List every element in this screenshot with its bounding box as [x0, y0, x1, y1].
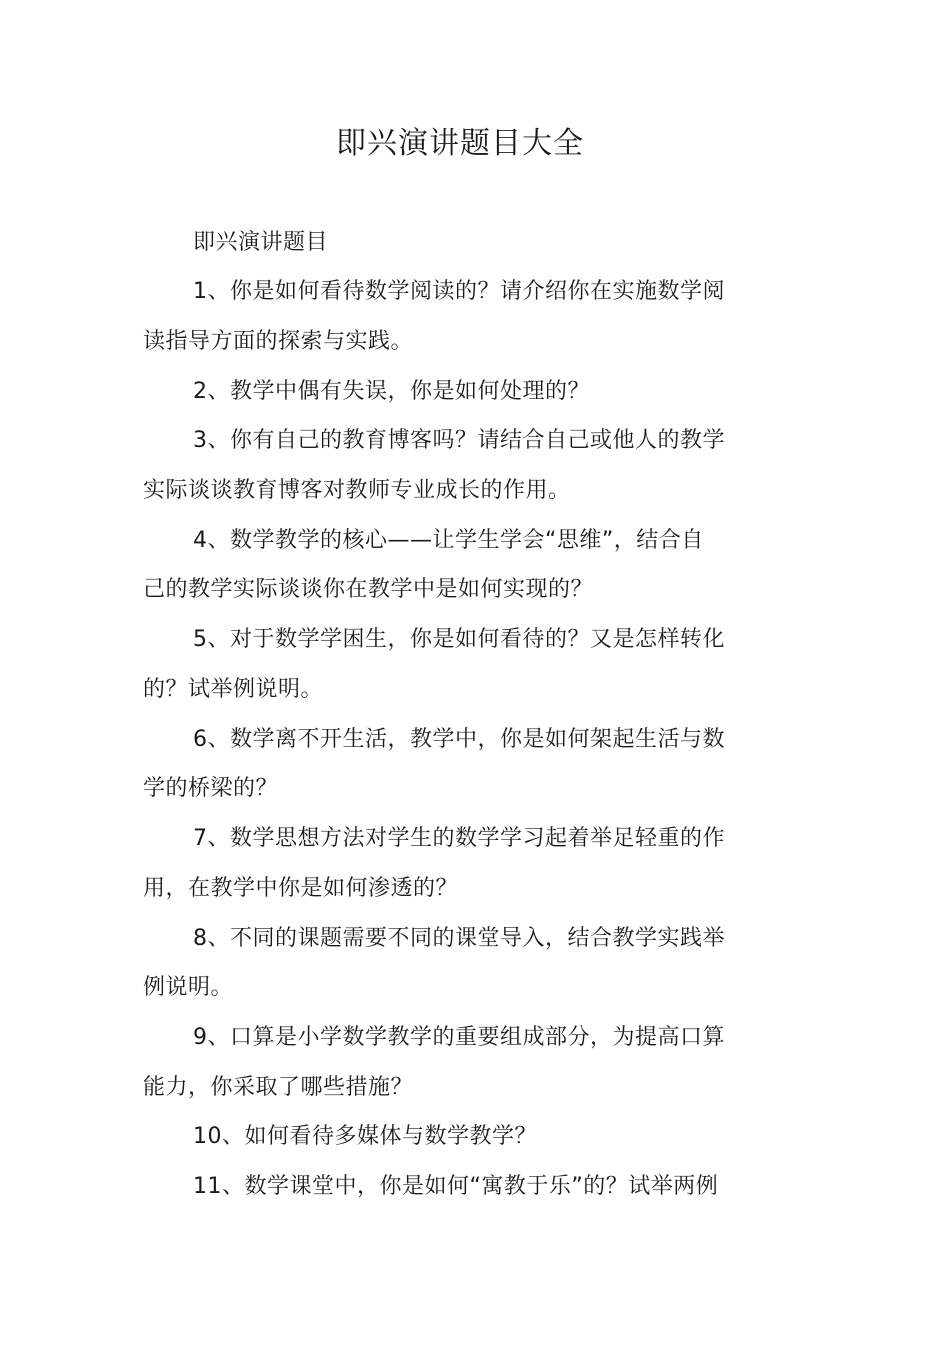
question-line: 3、你有自己的教育博客吗？请结合自己或他人的教学	[193, 428, 725, 453]
question-line: 己的教学实际谈谈你在教学中是如何实现的？	[143, 577, 594, 602]
question-line: 实际谈谈教育博客对教师专业成长的作用。	[143, 478, 571, 503]
question-line: 的？试举例说明。	[143, 677, 324, 702]
question-line: 用，在教学中你是如何渗透的？	[143, 876, 459, 901]
question-line: 4、数学教学的核心——让学生学会“思维”，结合自	[193, 528, 704, 553]
question-line: 1、你是如何看待数学阅读的？请介绍你在实施数学阅	[193, 279, 725, 304]
subheading: 即兴演讲题目	[193, 230, 329, 255]
question-line: 10、如何看待多媒体与数学教学？	[193, 1124, 537, 1149]
question-line: 能力，你采取了哪些措施？	[143, 1075, 414, 1100]
question-line: 例说明。	[143, 975, 234, 1000]
question-line: 2、教学中偶有失误，你是如何处理的？	[193, 379, 590, 404]
question-line: 9、口算是小学数学教学的重要组成部分，为提高口算	[193, 1025, 725, 1050]
question-line: 学的桥梁的？	[143, 776, 279, 801]
question-line: 11、数学课堂中，你是如何“寓教于乐”的？试举两例	[193, 1174, 719, 1199]
question-line: 7、数学思想方法对学生的数学学习起着举足轻重的作	[193, 826, 725, 851]
question-line: 5、对于数学学困生，你是如何看待的？又是怎样转化	[193, 627, 725, 652]
page-title: 即兴演讲题目大全	[336, 126, 584, 161]
question-line: 6、数学离不开生活，教学中，你是如何架起生活与数	[193, 727, 725, 752]
question-line: 读指导方面的探索与实践。	[143, 329, 414, 354]
question-line: 8、不同的课题需要不同的课堂导入，结合教学实践举	[193, 926, 725, 951]
